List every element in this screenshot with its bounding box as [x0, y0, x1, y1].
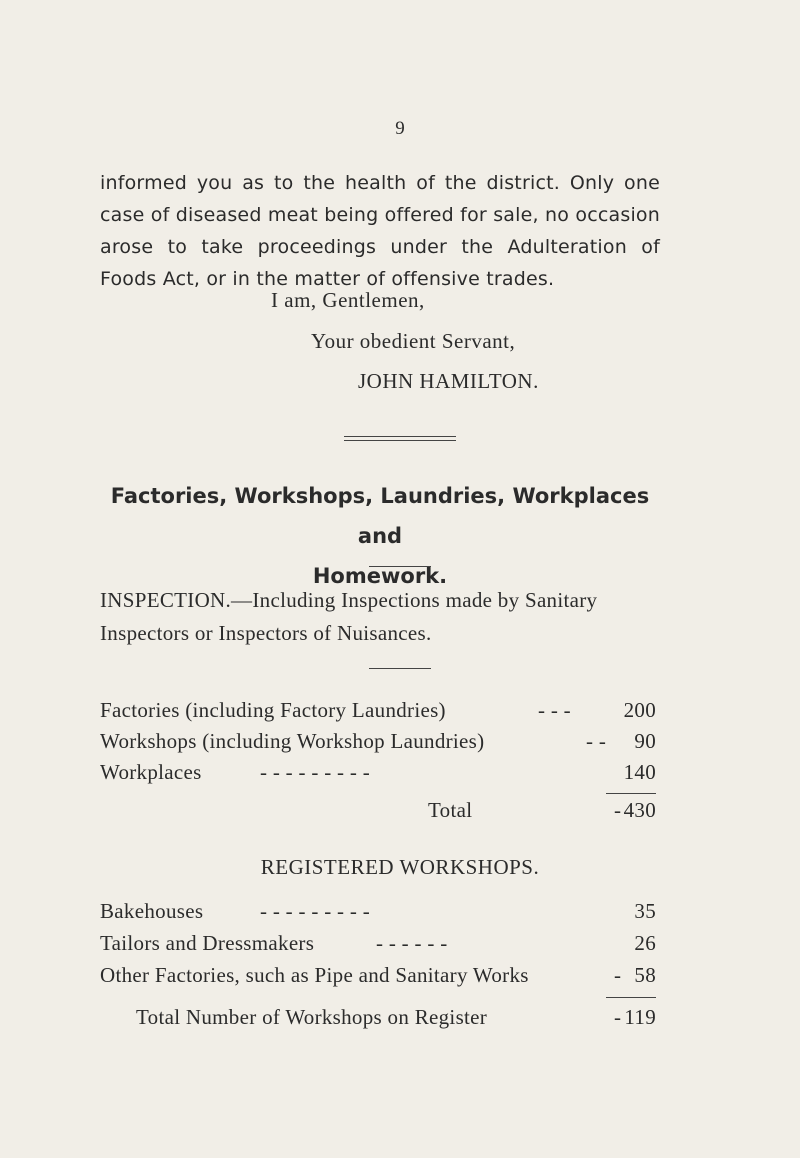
row-value: 200 [623, 698, 656, 722]
row-dots: - - - - - - - - - [260, 760, 371, 784]
row-dots: - [614, 963, 622, 987]
sum-line [606, 997, 656, 998]
closing-sign-off: Your obedient Servant, [311, 329, 516, 353]
total-value: 430 [623, 798, 656, 822]
total-dots: - [614, 1005, 622, 1029]
signature: JOHN HAMILTON. [358, 369, 539, 393]
table-row [100, 899, 660, 929]
row-value: 26 [634, 931, 656, 955]
sum-line [606, 793, 656, 794]
row-label: Workshops (including Workshop Laundries) [100, 729, 485, 753]
divider [369, 566, 431, 567]
row-dots: - - - - - - - - - [260, 899, 371, 923]
total-label: Total Number of Workshops on Register [136, 1005, 488, 1029]
table-row [100, 760, 660, 790]
row-value: 90 [634, 729, 656, 753]
section-divider [344, 436, 456, 441]
row-value: 35 [634, 899, 656, 923]
table-row [100, 729, 660, 759]
divider [369, 668, 431, 669]
row-value: 140 [623, 760, 656, 784]
section-title-line1: Factories, Workshops, Laundries, Workplaces and [110, 484, 650, 548]
row-dots: - - - - - - [376, 931, 448, 955]
row-value: 58 [634, 963, 656, 987]
row-dots: - - [586, 729, 607, 753]
inspection-heading: INSPECTION.—Including Inspections made by Sanitary Inspectors or Inspectors of Nuisances. [100, 588, 598, 645]
total-label: Total [428, 798, 473, 822]
page-number: 9 [395, 118, 405, 139]
table-row [100, 931, 660, 961]
table-row [100, 698, 660, 728]
intro-paragraph: informed you as to the health of the district. Only one case of diseased meat being offered for sale, no occasion arose to take proceedings under the Adulteration of Foods Act, or in the matter of offensive trades. [100, 172, 660, 290]
total-row [100, 1005, 660, 1035]
row-label: Factories (including Factory Laundries) [100, 698, 446, 722]
total-dots: - [614, 798, 622, 822]
row-label: Workplaces [100, 760, 202, 784]
row-dots: - - - [538, 698, 571, 722]
section-title-line2: Homework. [312, 564, 448, 588]
table-row [100, 963, 660, 993]
section-title [100, 476, 660, 596]
registered-heading: REGISTERED WORKSHOPS. [260, 855, 540, 879]
row-label: Other Factories, such as Pipe and Sanitary Works [100, 963, 529, 987]
row-label: Tailors and Dressmakers [100, 931, 315, 955]
total-row [100, 798, 660, 828]
row-label: Bakehouses [100, 899, 204, 923]
total-value: 119 [624, 1005, 656, 1029]
closing-salutation: I am, Gentlemen, [271, 288, 425, 312]
